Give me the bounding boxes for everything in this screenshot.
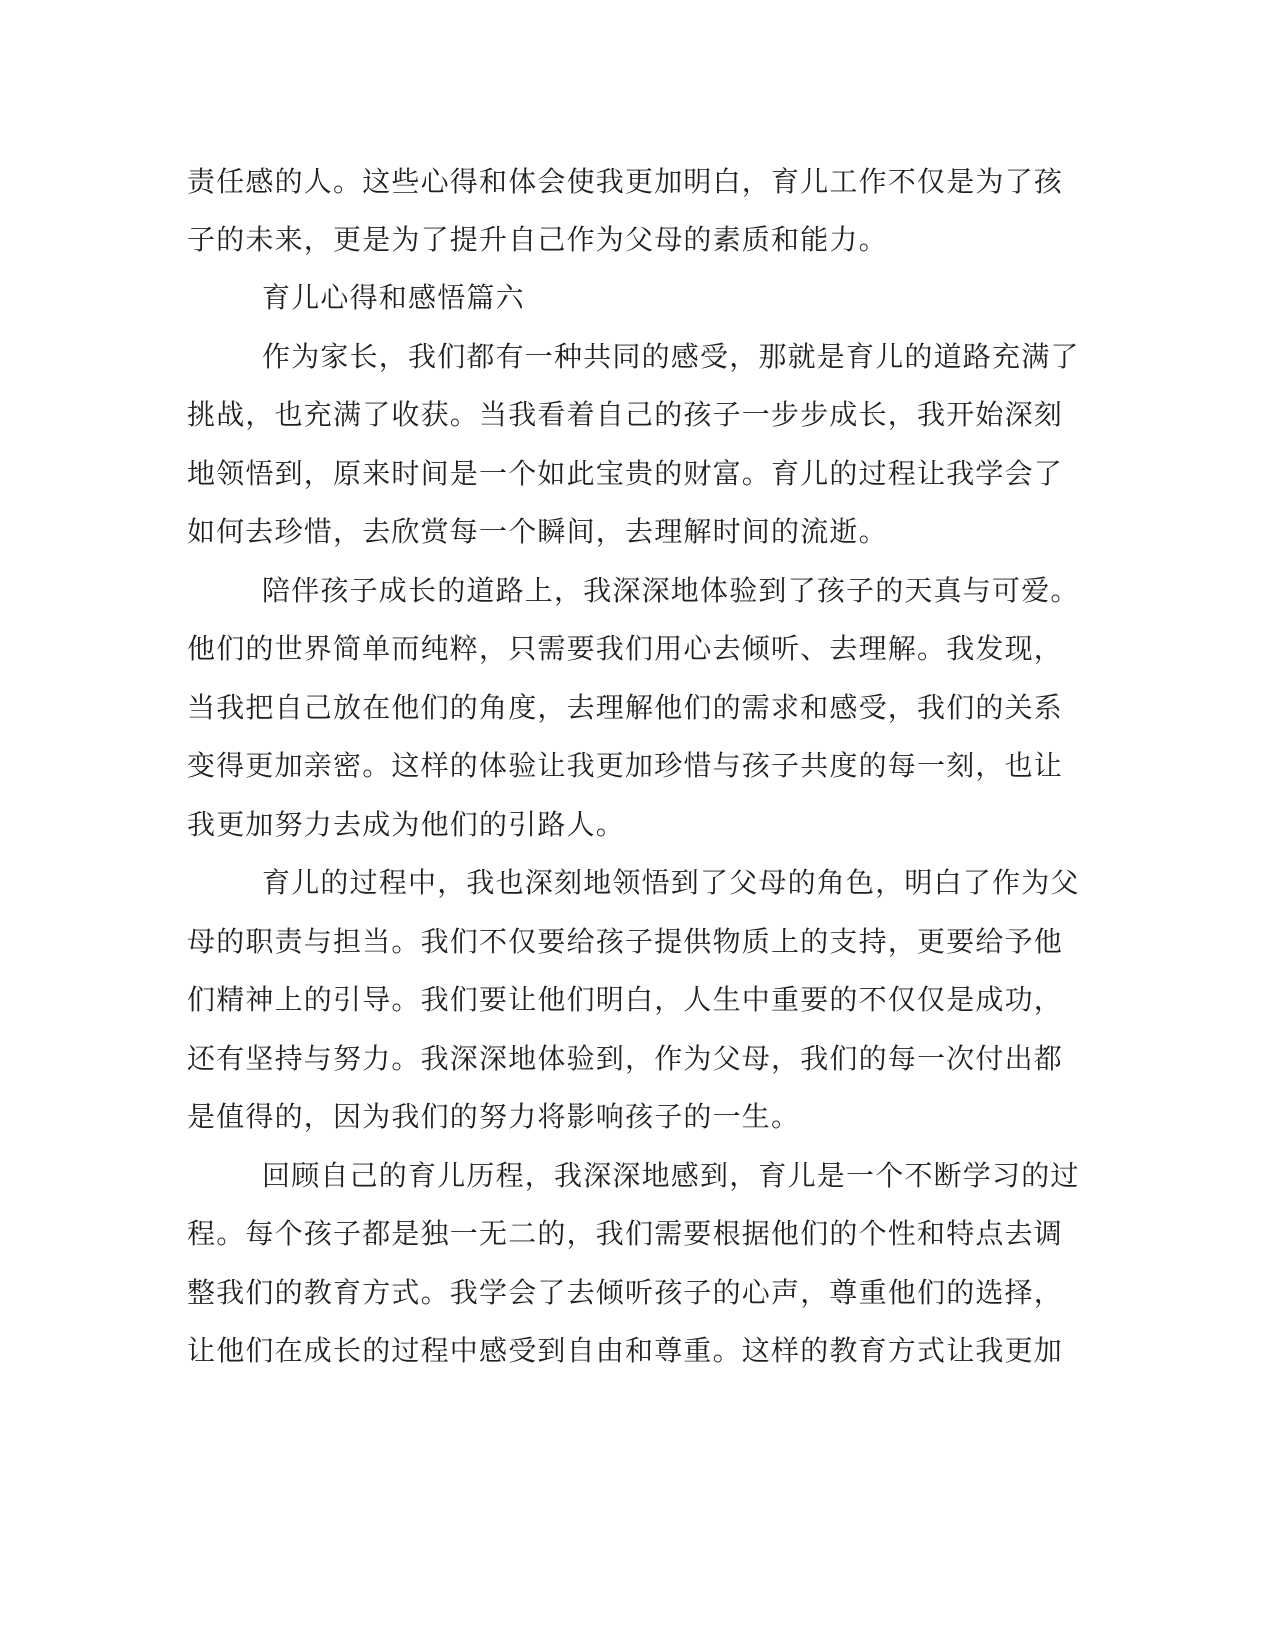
text-line: 让他们在成长的过程中感受到自由和尊重。这样的教育方式让我更加 [187,1334,1064,1367]
text-line: 责任感的人。这些心得和体会使我更加明白，育儿工作不仅是为了孩 [187,165,1064,198]
text-line: 们精神上的引导。我们要让他们明白，人生中重要的不仅仅是成功， [187,983,1064,1016]
text-line: 整我们的教育方式。我学会了去倾听孩子的心声，尊重他们的选择， [187,1276,1064,1309]
text-line: 是值得的，因为我们的努力将影响孩子的一生。 [187,1100,801,1133]
text-line: 还有坚持与努力。我深深地体验到，作为父母，我们的每一次付出都 [187,1042,1064,1075]
text-line: 子的未来，更是为了提升自己作为父母的素质和能力。 [187,223,888,256]
text-line: 我更加努力去成为他们的引路人。 [187,808,626,841]
text-line: 挑战，也充满了收获。当我看着自己的孩子一步步成长，我开始深刻 [187,398,1064,431]
text-line: 育儿的过程中，我也深刻地领悟到了父母的角色，明白了作为父 [262,866,1080,899]
text-line: 地领悟到，原来时间是一个如此宝贵的财富。育儿的过程让我学会了 [187,457,1064,490]
text-line: 母的职责与担当。我们不仅要给孩子提供物质上的支持，更要给予他 [187,925,1064,958]
text-line: 陪伴孩子成长的道路上，我深深地体验到了孩子的天真与可爱。 [262,574,1080,607]
text-line: 变得更加亲密。这样的体验让我更加珍惜与孩子共度的每一刻，也让 [187,749,1064,782]
text-line: 他们的世界简单而纯粹，只需要我们用心去倾听、去理解。我发现， [187,632,1064,665]
text-line: 回顾自己的育儿历程，我深深地感到，育儿是一个不断学习的过 [262,1159,1080,1192]
text-line: 程。每个孩子都是独一无二的，我们需要根据他们的个性和特点去调 [187,1217,1064,1250]
text-line: 当我把自己放在他们的角度，去理解他们的需求和感受，我们的关系 [187,691,1064,724]
text-line: 作为家长，我们都有一种共同的感受，那就是育儿的道路充满了 [262,340,1080,373]
section-heading: 育儿心得和感悟篇六 [262,281,525,314]
text-line: 如何去珍惜，去欣赏每一个瞬间，去理解时间的流逝。 [187,515,888,548]
